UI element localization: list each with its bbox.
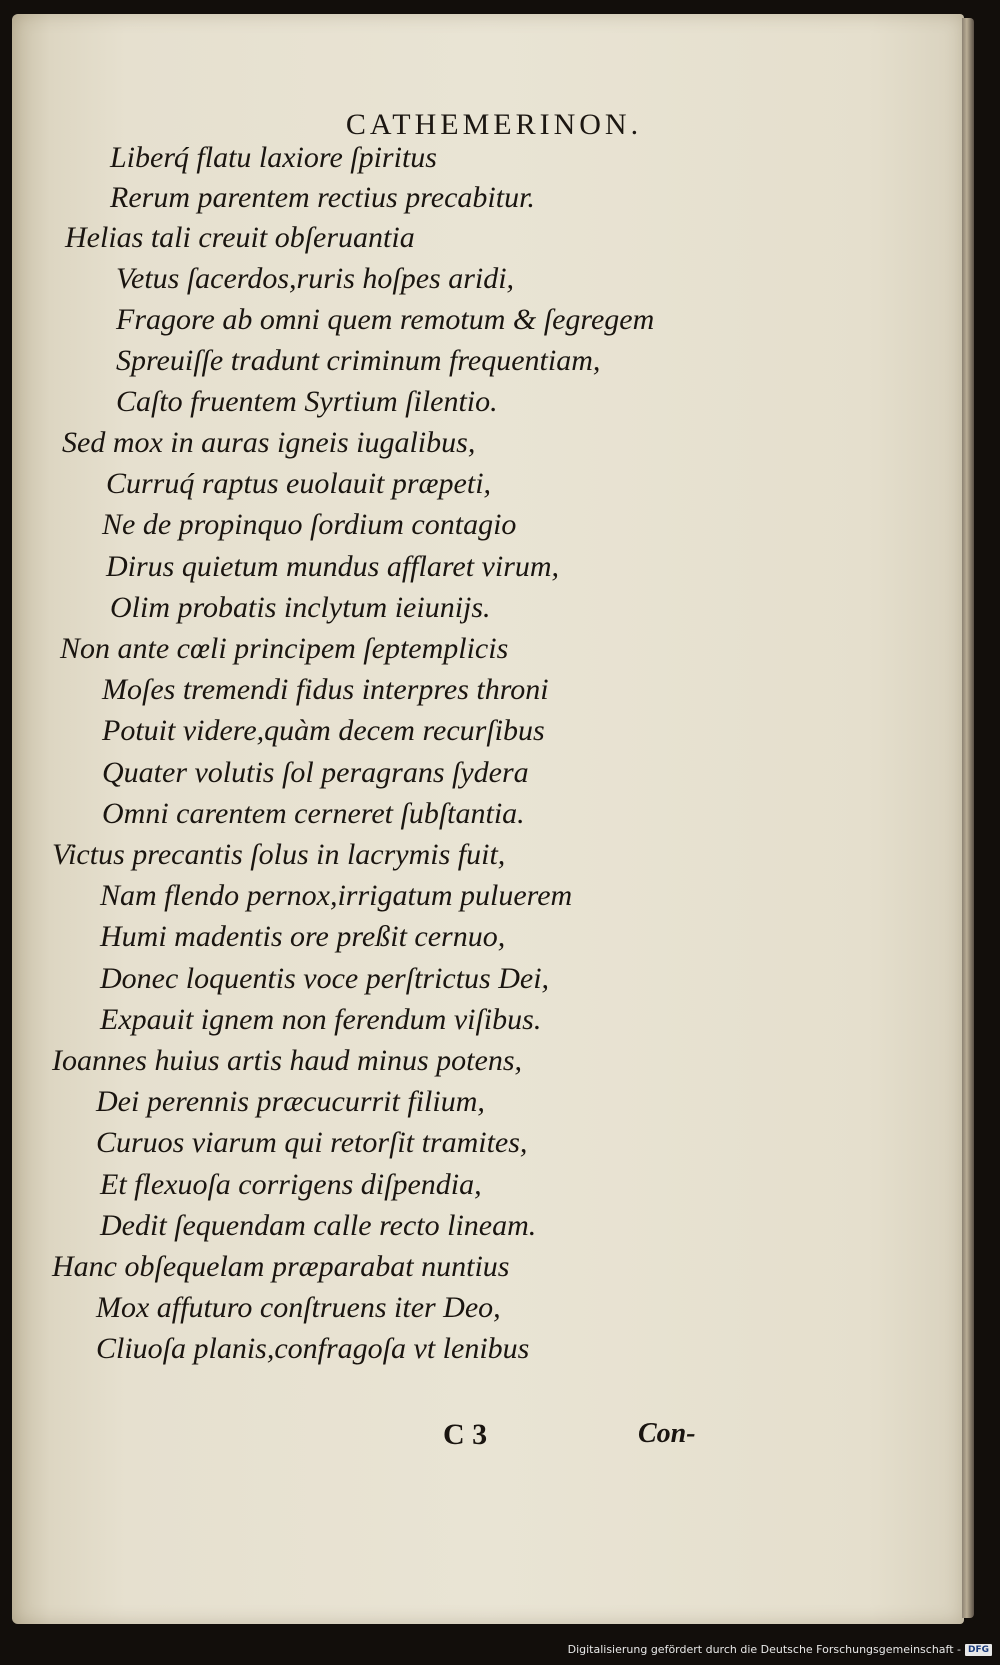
running-head bbox=[0, 108, 1000, 142]
verse-line: Mox affuturo conſtruens iter Deo, bbox=[96, 1291, 501, 1324]
verse-line: Cliuoſa planis,confragoſa vt lenibus bbox=[96, 1332, 530, 1365]
verse-line: Spreuiſſe tradunt criminum frequentiam, bbox=[116, 344, 601, 377]
verse-line: Donec loquentis voce perſtrictus Dei, bbox=[100, 962, 550, 995]
running-head-text: CATHEMERINON. bbox=[345, 108, 643, 141]
verse-line: Dirus quietum mundus afflaret virum, bbox=[106, 550, 560, 583]
verse-line: Nam flendo pernox,irrigatum puluerem bbox=[100, 879, 573, 912]
verse-line: Et flexuoſa corrigens diſpendia, bbox=[100, 1168, 482, 1201]
verse-line: Fragore ab omni quem remotum & ſegregem bbox=[116, 303, 655, 336]
verse-line: Ne de propinquo ſordium contagio bbox=[102, 508, 517, 541]
page-edge bbox=[962, 18, 974, 1618]
signature-mark: C 3 bbox=[443, 1418, 488, 1451]
verse-line: Ioannes huius artis haud minus potens, bbox=[52, 1044, 523, 1077]
verse-line: Omni carentem cerneret ſubſtantia. bbox=[102, 797, 525, 830]
verse-line: Potuit videre,quàm decem recurſibus bbox=[102, 714, 545, 747]
verse-line: Humi madentis ore preßit cernuo, bbox=[100, 920, 506, 953]
verse-line: Dei perennis præcucurrit filium, bbox=[96, 1085, 485, 1118]
verse-line: Hanc obſequelam præparabat nuntius bbox=[52, 1250, 510, 1283]
verse-line: Quater volutis ſol peragrans ſydera bbox=[102, 756, 529, 789]
verse-line: Rerum parentem rectius precabitur. bbox=[110, 181, 535, 214]
verse-line: Liberq́ flatu laxiore ſpiritus bbox=[110, 141, 437, 174]
verse-line: Olim probatis inclytum ieiunijs. bbox=[110, 591, 491, 624]
verse-line: Victus precantis ſolus in lacrymis fuit, bbox=[52, 838, 506, 871]
footer-credit: Digitalisierung gefördert durch die Deutsche Forschungsgemeinschaft - bbox=[567, 1643, 961, 1656]
catchword: Con- bbox=[638, 1418, 696, 1449]
verse-line: Non ante cœli principem ſeptemplicis bbox=[60, 632, 509, 665]
verse-line: Helias tali creuit obſeruantia bbox=[65, 221, 415, 254]
verse-line: Caſto fruentem Syrtium ſilentio. bbox=[116, 385, 498, 418]
digitization-footer bbox=[568, 1643, 992, 1656]
verse-line: Curuos viarum qui retorſit tramites, bbox=[96, 1126, 528, 1159]
verse-line: Sed mox in auras igneis iugalibus, bbox=[62, 426, 476, 459]
verse-line: Moſes tremendi fidus interpres throni bbox=[102, 673, 549, 706]
verse-line: Dedit ſequendam calle recto lineam. bbox=[100, 1209, 537, 1242]
dfg-logo-icon: DFG bbox=[965, 1644, 992, 1656]
verse-line: Vetus ſacerdos,ruris hoſpes aridi, bbox=[116, 262, 515, 295]
verse-line: Expauit ignem non ferendum viſibus. bbox=[100, 1003, 542, 1036]
verse-line: Curruq́ raptus euolauit præpeti, bbox=[106, 467, 492, 500]
